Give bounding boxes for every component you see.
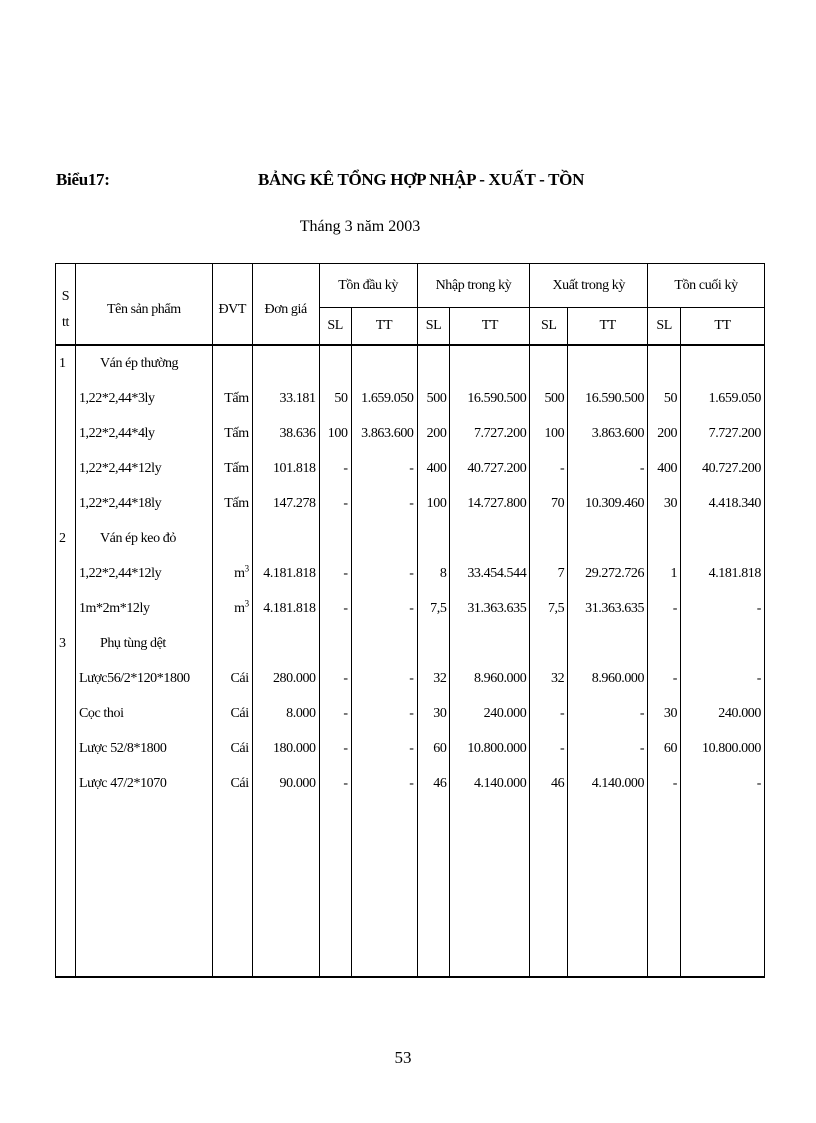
product-name: 1,22*2,44*4ly (75, 416, 212, 451)
col-header-name: Tên sản phẩm (75, 264, 212, 346)
closing-qty: 400 (648, 451, 681, 486)
opening-qty: - (319, 731, 351, 766)
unit: Cái (212, 661, 252, 696)
unit (212, 556, 252, 591)
opening-qty: - (319, 591, 351, 626)
group-name: Ván ép keo đỏ (75, 521, 212, 556)
closing-amount: - (681, 591, 765, 626)
export-amount: 31.363.635 (568, 591, 648, 626)
group-stt: 2 (56, 521, 76, 556)
closing-amount: - (681, 766, 765, 801)
closing-qty: 200 (648, 416, 681, 451)
closing-qty: 30 (648, 696, 681, 731)
closing-amount: 240.000 (681, 696, 765, 731)
product-name: Lược 52/8*1800 (75, 731, 212, 766)
unit-price: 101.818 (252, 451, 319, 486)
export-amount: - (568, 731, 648, 766)
col-header-opening: Tồn đầu kỳ (319, 264, 417, 308)
import-amount: 33.454.544 (450, 556, 530, 591)
opening-amount: - (351, 556, 417, 591)
table-row (56, 696, 765, 731)
opening-qty: 100 (319, 416, 351, 451)
inventory-summary-table (55, 263, 765, 978)
closing-amount: 4.181.818 (681, 556, 765, 591)
table-row (56, 556, 765, 591)
group-stt: 1 (56, 345, 76, 381)
export-qty: - (530, 451, 568, 486)
product-name: 1,22*2,44*18ly (75, 486, 212, 521)
product-name: Lược 47/2*1070 (75, 766, 212, 801)
product-name: Lược56/2*120*1800 (75, 661, 212, 696)
export-qty: 70 (530, 486, 568, 521)
unit: Cái (212, 696, 252, 731)
unit-price: 180.000 (252, 731, 319, 766)
col-header-stt-bottom: tt (61, 315, 69, 330)
col-header-opening-sl: SL (319, 308, 351, 346)
opening-qty: - (319, 696, 351, 731)
export-amount: 3.863.600 (568, 416, 648, 451)
unit-base: m (234, 565, 245, 581)
unit: Tấm (212, 451, 252, 486)
import-qty: 100 (417, 486, 450, 521)
import-qty: 400 (417, 451, 450, 486)
opening-amount: - (351, 661, 417, 696)
closing-qty: 60 (648, 731, 681, 766)
col-header-import: Nhập trong kỳ (417, 264, 530, 308)
product-name: 1,22*2,44*12ly (75, 451, 212, 486)
unit-price: 8.000 (252, 696, 319, 731)
unit-price: 90.000 (252, 766, 319, 801)
export-qty: 32 (530, 661, 568, 696)
closing-qty: - (648, 661, 681, 696)
unit-exponent: 3 (244, 562, 249, 573)
col-header-import-sl: SL (417, 308, 450, 346)
unit-price: 147.278 (252, 486, 319, 521)
product-name: 1,22*2,44*12ly (75, 556, 212, 591)
export-qty: 46 (530, 766, 568, 801)
unit-price: 38.636 (252, 416, 319, 451)
product-name: Cọc thoi (75, 696, 212, 731)
closing-amount: 10.800.000 (681, 731, 765, 766)
export-qty: - (530, 731, 568, 766)
col-header-export: Xuất trong kỳ (530, 264, 648, 308)
export-qty: 100 (530, 416, 568, 451)
unit-price: 280.000 (252, 661, 319, 696)
table-row (56, 451, 765, 486)
page-number-text: 53 (394, 1048, 412, 1067)
col-header-stt-top: S (61, 289, 70, 304)
closing-amount: 4.418.340 (681, 486, 765, 521)
closing-qty: - (648, 766, 681, 801)
table-row (56, 416, 765, 451)
unit-exponent: 3 (244, 597, 249, 608)
import-qty: 60 (417, 731, 450, 766)
col-header-import-tt: TT (450, 308, 530, 346)
opening-amount: 3.863.600 (351, 416, 417, 451)
unit-price: 4.181.818 (252, 591, 319, 626)
table-row (56, 486, 765, 521)
opening-qty: - (319, 556, 351, 591)
col-header-price: Đơn giá (252, 264, 319, 346)
unit: Cái (212, 766, 252, 801)
import-qty: 8 (417, 556, 450, 591)
opening-amount: 1.659.050 (351, 381, 417, 416)
col-header-closing-tt: TT (681, 308, 765, 346)
opening-amount: - (351, 591, 417, 626)
export-amount: 4.140.000 (568, 766, 648, 801)
col-header-export-sl: SL (530, 308, 568, 346)
col-header-closing: Tồn cuối kỳ (648, 264, 765, 308)
export-qty: - (530, 696, 568, 731)
export-qty: 7,5 (530, 591, 568, 626)
import-qty: 32 (417, 661, 450, 696)
export-amount: 10.309.460 (568, 486, 648, 521)
closing-qty: 30 (648, 486, 681, 521)
empty-row (56, 801, 765, 977)
import-qty: 46 (417, 766, 450, 801)
report-title: BẢNG KÊ TỔNG HỢP NHẬP - XUẤT - TỒN (258, 170, 585, 189)
opening-amount: - (351, 731, 417, 766)
import-amount: 16.590.500 (450, 381, 530, 416)
import-qty: 30 (417, 696, 450, 731)
group-row (56, 521, 765, 556)
product-name: 1m*2m*12ly (75, 591, 212, 626)
unit (212, 591, 252, 626)
export-qty: 500 (530, 381, 568, 416)
import-qty: 200 (417, 416, 450, 451)
col-header-opening-tt: TT (351, 308, 417, 346)
col-header-unit: ĐVT (212, 264, 252, 346)
import-amount: 14.727.800 (450, 486, 530, 521)
import-amount: 10.800.000 (450, 731, 530, 766)
table-row (56, 381, 765, 416)
col-header-closing-sl: SL (648, 308, 681, 346)
closing-qty: - (648, 591, 681, 626)
group-row (56, 345, 765, 381)
opening-amount: - (351, 696, 417, 731)
closing-qty: 50 (648, 381, 681, 416)
group-name: Phụ tùng dệt (75, 626, 212, 661)
unit-base: m (234, 600, 245, 616)
unit-price: 33.181 (252, 381, 319, 416)
export-amount: - (568, 696, 648, 731)
unit: Tấm (212, 486, 252, 521)
opening-qty: - (319, 486, 351, 521)
col-header-export-tt: TT (568, 308, 648, 346)
report-period (0, 218, 816, 236)
opening-qty: 50 (319, 381, 351, 416)
opening-amount: - (351, 451, 417, 486)
closing-amount: 1.659.050 (681, 381, 765, 416)
group-row (56, 626, 765, 661)
export-amount: 16.590.500 (568, 381, 648, 416)
unit: Tấm (212, 381, 252, 416)
unit-price: 4.181.818 (252, 556, 319, 591)
closing-amount: 40.727.200 (681, 451, 765, 486)
report-period-text: Tháng 3 năm 2003 (299, 218, 421, 235)
import-amount: 40.727.200 (450, 451, 530, 486)
import-amount: 31.363.635 (450, 591, 530, 626)
opening-qty: - (319, 766, 351, 801)
export-qty: 7 (530, 556, 568, 591)
import-amount: 8.960.000 (450, 661, 530, 696)
table-row (56, 766, 765, 801)
import-qty: 500 (417, 381, 450, 416)
form-label: Biểu17: (56, 170, 110, 189)
unit: Tấm (212, 416, 252, 451)
group-stt: 3 (56, 626, 76, 661)
table-row (56, 731, 765, 766)
export-amount: - (568, 451, 648, 486)
opening-qty: - (319, 451, 351, 486)
group-name: Ván ép thường (75, 345, 212, 381)
export-amount: 29.272.726 (568, 556, 648, 591)
opening-amount: - (351, 766, 417, 801)
opening-amount: - (351, 486, 417, 521)
import-amount: 4.140.000 (450, 766, 530, 801)
unit: Cái (212, 731, 252, 766)
closing-amount: 7.727.200 (681, 416, 765, 451)
page-number (0, 1048, 816, 1068)
opening-qty: - (319, 661, 351, 696)
table-row (56, 591, 765, 626)
export-amount: 8.960.000 (568, 661, 648, 696)
import-qty: 7,5 (417, 591, 450, 626)
import-amount: 7.727.200 (450, 416, 530, 451)
col-header-stt (56, 264, 76, 346)
closing-amount: - (681, 661, 765, 696)
closing-qty: 1 (648, 556, 681, 591)
import-amount: 240.000 (450, 696, 530, 731)
product-name: 1,22*2,44*3ly (75, 381, 212, 416)
table-row (56, 661, 765, 696)
